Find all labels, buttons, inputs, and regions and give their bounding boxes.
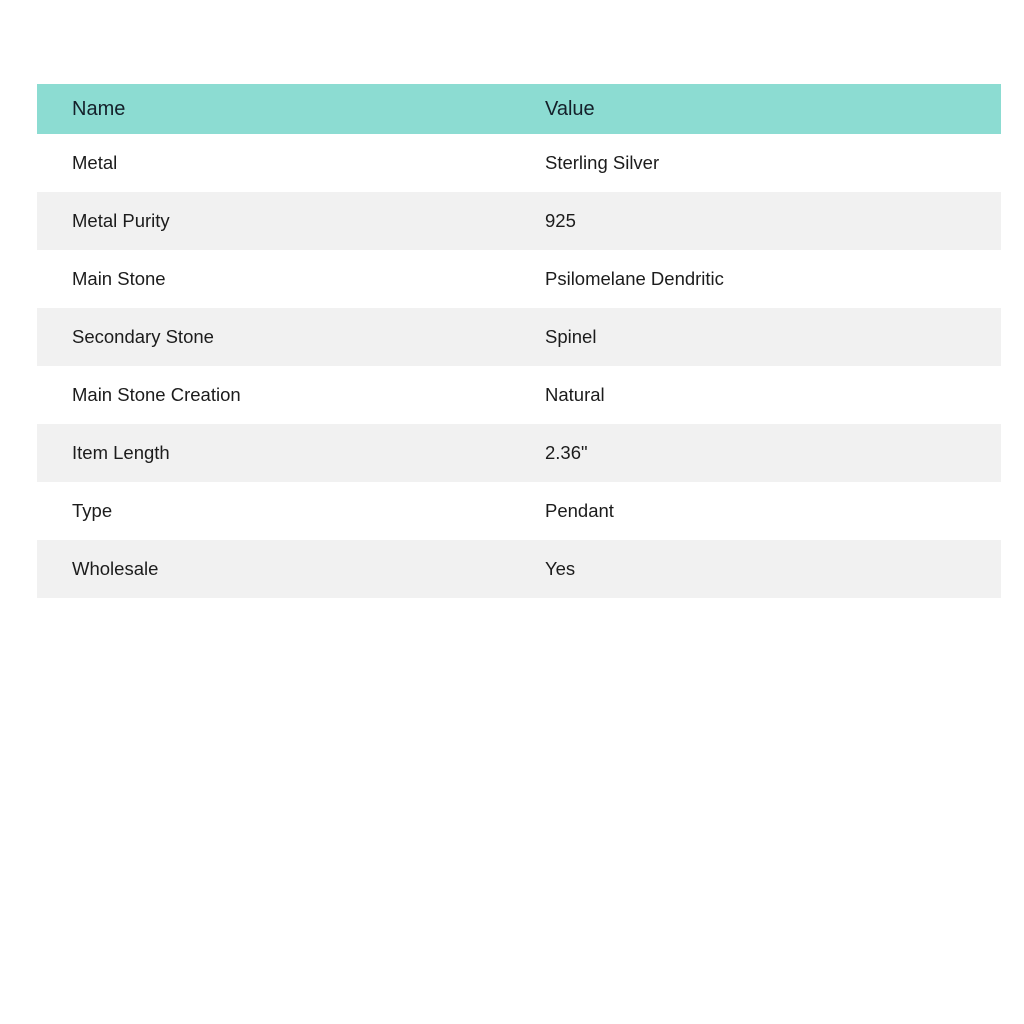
row-name: Main Stone Creation [37,366,524,424]
row-value: Sterling Silver [524,134,1001,192]
row-value: Pendant [524,482,1001,540]
product-specifications-table [37,84,1001,598]
row-name: Secondary Stone [37,308,524,366]
row-value: 925 [524,192,1001,250]
table-row [37,308,1001,366]
table-header [37,84,1001,134]
table-row [37,366,1001,424]
row-value: 2.36" [524,424,1001,482]
column-header-name: Name [37,84,524,134]
table-body [37,134,1001,598]
column-header-value: Value [524,84,1001,134]
table-row [37,482,1001,540]
row-name: Item Length [37,424,524,482]
row-name: Type [37,482,524,540]
row-value: Yes [524,540,1001,598]
row-value: Psilomelane Dendritic [524,250,1001,308]
table-row [37,134,1001,192]
table-row [37,424,1001,482]
table-row [37,192,1001,250]
row-value: Natural [524,366,1001,424]
table-row [37,250,1001,308]
row-name: Wholesale [37,540,524,598]
row-name: Metal [37,134,524,192]
table-header-row [37,84,1001,134]
row-value: Spinel [524,308,1001,366]
table-row [37,540,1001,598]
row-name: Metal Purity [37,192,524,250]
row-name: Main Stone [37,250,524,308]
